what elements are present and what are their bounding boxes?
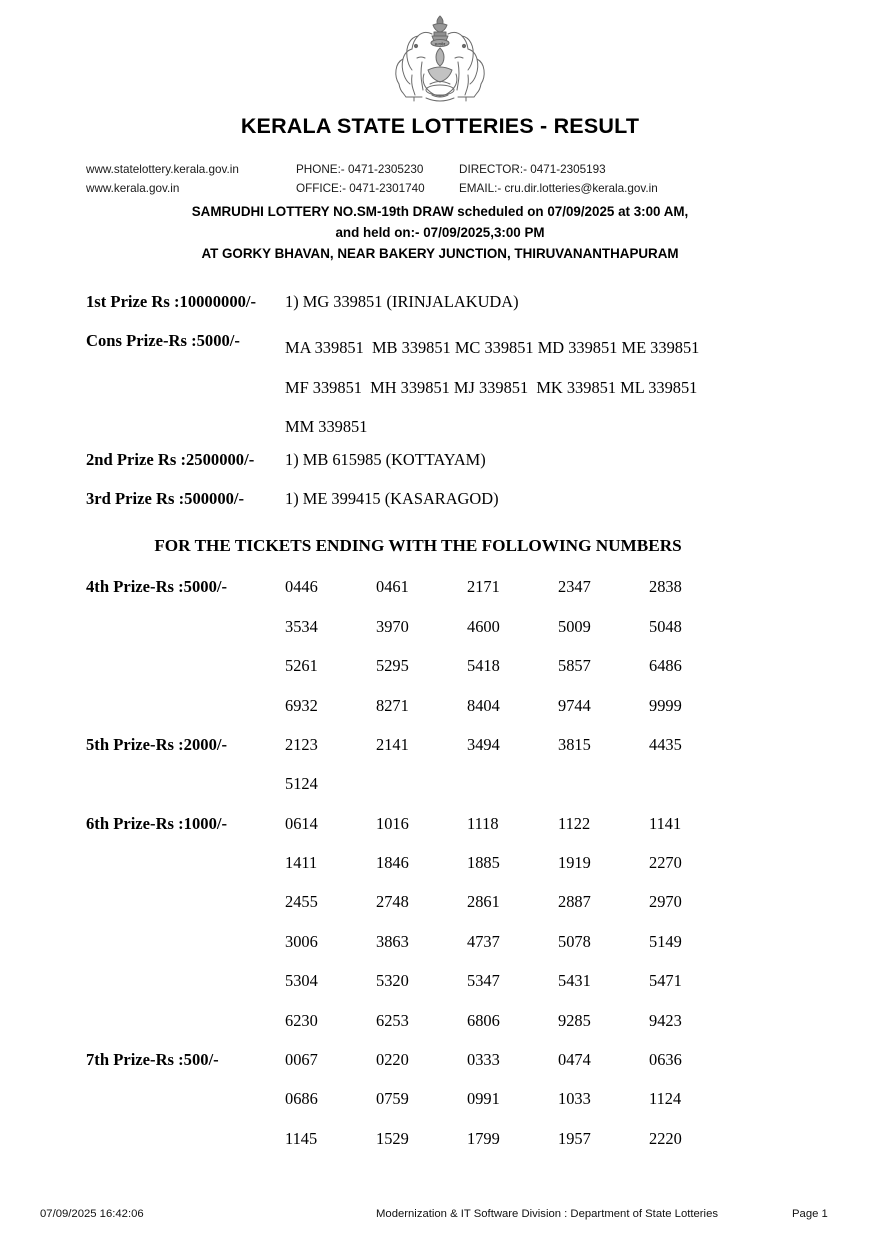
prize-number: 8271 [376,695,409,715]
prize-number: 5048 [649,616,682,636]
contact-row-2 [86,179,786,198]
prize-number: 6806 [467,1010,500,1030]
consolation-line: MM 339851 [285,417,368,437]
prize-number: 3006 [285,931,318,951]
emblem-container [0,12,880,112]
draw-venue-line: AT GORKY BHAVAN, NEAR BAKERY JUNCTION, THIRUVANANTHAPURAM [201,246,679,261]
website-statelottery: www.statelottery.kerala.gov.in [86,163,239,176]
footer-division: Modernization & IT Software Division : Department of State Lotteries [376,1208,718,1220]
prize-row-consolation [0,328,880,446]
prize-number: 0220 [376,1050,409,1070]
first-prize-label: 1st Prize Rs :10000000/- [86,292,257,311]
prize-number: 1919 [558,853,591,873]
prize-number: 1885 [467,853,500,873]
second-prize-label: 2nd Prize Rs :2500000/- [86,449,255,469]
consolation-prize-values [285,328,699,446]
prize-number: 1799 [467,1128,500,1148]
prize-number: 5320 [376,971,409,991]
prize-number: 1529 [376,1128,409,1148]
prize-number: 1016 [376,813,409,833]
prize-number: 2270 [649,853,682,873]
draw-info [0,201,880,264]
prize-number: 1141 [649,813,682,833]
office-number: OFFICE:- 0471-2301740 [296,182,425,195]
prize-number: 2347 [558,577,591,597]
consolation-prize-label: Cons Prize-Rs :5000/- [86,331,240,351]
prize-number: 0333 [467,1050,500,1070]
contact-row-1 [86,160,786,179]
section-heading: FOR THE TICKETS ENDING WITH THE FOLLOWING NUMBERS [154,536,682,556]
prize-number: 3815 [558,734,591,754]
prize-number: 1124 [649,1089,682,1109]
prize-number: 4600 [467,616,500,636]
prize-number: 0759 [376,1089,409,1109]
prize-number: 4435 [649,734,682,754]
prize-row-seventh [0,1040,880,1158]
prize-number: 2887 [558,892,591,912]
prize-number: 4737 [467,931,500,951]
prize-number: 2970 [649,892,682,912]
fifth-prize-label: 5th Prize-Rs :2000/- [86,734,228,754]
prize-number: 5347 [467,971,500,991]
prize-body [0,289,880,1158]
prize-number: 5009 [558,616,591,636]
prize-number: 5295 [376,656,409,676]
sixth-prize-numbers [285,804,745,1040]
prize-number: 5304 [285,971,318,991]
prize-number: 3494 [467,734,500,754]
prize-number: 1411 [285,853,318,873]
page-footer [0,1208,880,1224]
fourth-prize-numbers [285,567,745,725]
footer-page-number: Page 1 [792,1208,828,1220]
contact-block [86,160,786,198]
prize-number: 9744 [558,695,591,715]
prize-number: 5078 [558,931,591,951]
consolation-line: MA 339851 MB 339851 MC 339851 MD 339851 ME 339851 [285,338,700,358]
prize-number: 2861 [467,892,500,912]
prize-number: 1033 [558,1089,591,1109]
fifth-prize-numbers [285,725,745,804]
consolation-line: MF 339851 MH 339851 MJ 339851 MK 339851 ML 339851 [285,377,698,397]
third-prize-value: 1) ME 399415 (KASARAGOD) [285,488,499,508]
prize-number: 1145 [285,1128,318,1148]
prize-number: 1122 [558,813,591,833]
prize-number: 6230 [285,1010,318,1030]
prize-number: 2748 [376,892,409,912]
sixth-prize-label: 6th Prize-Rs :1000/- [86,813,228,833]
email-address: EMAIL:- cru.dir.lotteries@kerala.gov.in [459,182,658,195]
director-number: DIRECTOR:- 0471-2305193 [459,163,606,176]
prize-number: 5857 [558,656,591,676]
prize-number: 5418 [467,656,500,676]
prize-number: 2220 [649,1128,682,1148]
prize-number: 3534 [285,616,318,636]
first-prize-value: 1) MG 339851 (IRINJALAKUDA) [285,292,519,311]
seventh-prize-numbers [285,1040,745,1158]
draw-held-line: and held on:- 07/09/2025,3:00 PM [335,225,545,240]
prize-row-third [0,486,880,525]
prize-number: 9285 [558,1010,591,1030]
prize-number: 0474 [558,1050,591,1070]
prize-number: 5261 [285,656,318,676]
prize-number: 2171 [467,577,500,597]
prize-number: 3970 [376,616,409,636]
draw-schedule-line: SAMRUDHI LOTTERY NO.SM-19th DRAW scheduled on 07/09/2025 at 3:00 AM, [191,204,689,219]
prize-number: 5124 [285,774,318,794]
prize-number: 2123 [285,734,318,754]
second-prize-value: 1) MB 615985 (KOTTAYAM) [285,449,486,469]
prize-number: 5431 [558,971,591,991]
prize-number: 6486 [649,656,682,676]
prize-number: 8404 [467,695,500,715]
prize-number: 2838 [649,577,682,597]
prize-row-first [0,289,880,328]
footer-timestamp: 07/09/2025 16:42:06 [40,1208,144,1220]
prize-number: 5149 [649,931,682,951]
fourth-prize-label: 4th Prize-Rs :5000/- [86,577,228,597]
prize-number: 9999 [649,695,682,715]
prize-number: 2141 [376,734,409,754]
prize-number: 0636 [649,1050,682,1070]
prize-number: 0991 [467,1089,500,1109]
page-title: KERALA STATE LOTTERIES - RESULT [240,114,640,138]
prize-number: 2455 [285,892,318,912]
prize-number: 1118 [467,813,499,833]
prize-row-second [0,447,880,486]
prize-number: 5471 [649,971,682,991]
prize-number: 0067 [285,1050,318,1070]
prize-row-fourth [0,567,880,725]
website-kerala: www.kerala.gov.in [86,182,180,195]
prize-number: 0461 [376,577,409,597]
prize-number: 0614 [285,813,318,833]
prize-number: 0686 [285,1089,318,1109]
svg-text:सत्यमेव: सत्यमेव [434,41,446,47]
prize-number: 6253 [376,1010,409,1030]
third-prize-label: 3rd Prize Rs :500000/- [86,488,245,508]
phone-number: PHONE:- 0471-2305230 [296,163,424,176]
prize-number: 1957 [558,1128,591,1148]
prize-number: 9423 [649,1010,682,1030]
seventh-prize-label: 7th Prize-Rs :500/- [86,1050,219,1070]
prize-number: 6932 [285,695,318,715]
prize-number: 3863 [376,931,409,951]
prize-number: 0446 [285,577,318,597]
prize-row-sixth [0,804,880,1040]
prize-row-fifth [0,725,880,804]
prize-number: 1846 [376,853,409,873]
kerala-state-emblem-icon [388,12,492,112]
